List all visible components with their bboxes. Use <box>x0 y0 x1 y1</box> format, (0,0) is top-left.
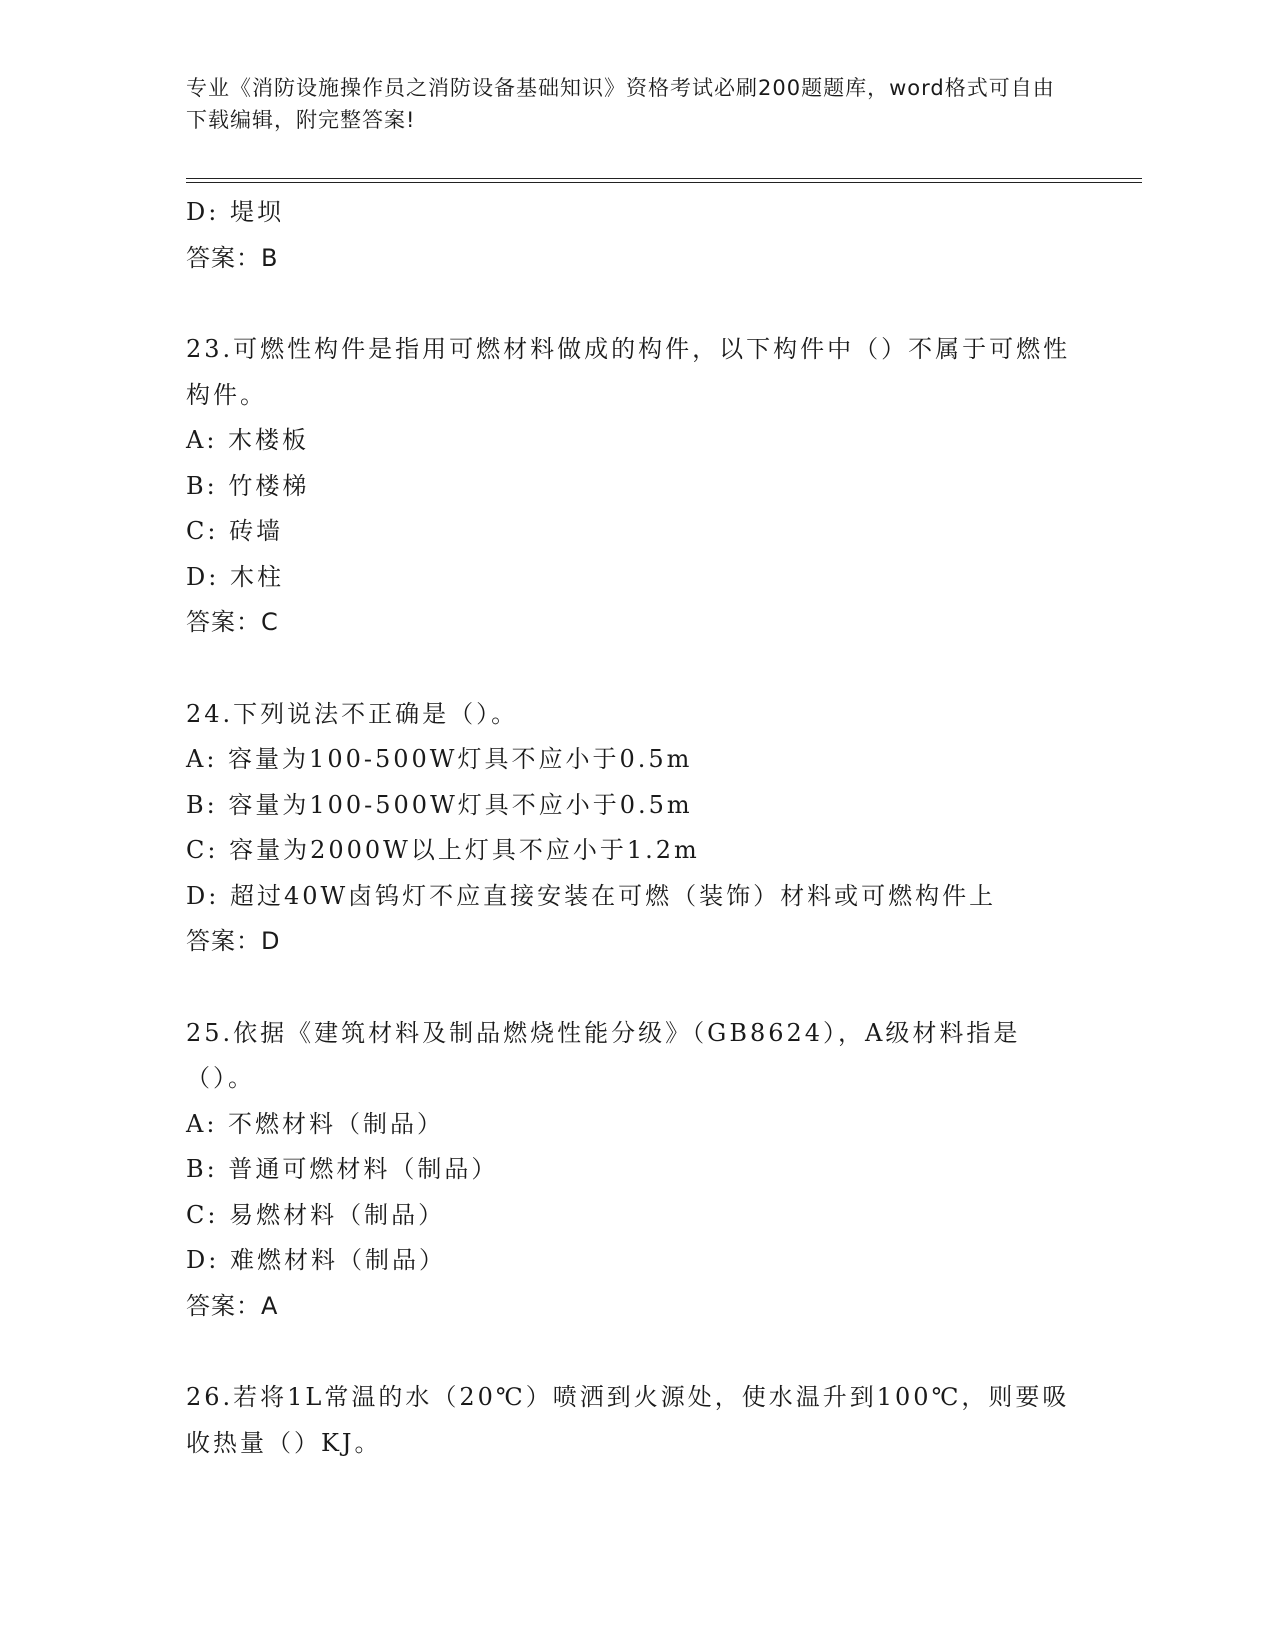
option-c: C: 易燃材料（制品） <box>186 1200 446 1229</box>
answer: 答案：C <box>186 608 279 636</box>
answer: 答案：D <box>186 927 281 955</box>
question-stem: 23.可燃性构件是指用可燃材料做成的构件，以下构件中（）不属于可燃性构件。 <box>186 335 1071 409</box>
prev-option-d: D: 堤坝 <box>186 198 284 226</box>
question-block-25 <box>186 1011 1076 1330</box>
question-stem: 25.依据《建筑材料及制品燃烧性能分级》（GB8624），A级材料指是（）。 <box>186 1018 1021 1092</box>
header-divider-top <box>186 178 1142 179</box>
question-block-24 <box>186 692 1076 965</box>
question-block-26 <box>186 1375 1076 1466</box>
question-stem: 24.下列说法不正确是（）。 <box>186 699 519 728</box>
prev-answer: 答案：B <box>186 243 279 272</box>
option-d: D: 难燃材料（制品） <box>186 1246 446 1274</box>
spacer <box>186 1329 1076 1375</box>
header-divider-bottom <box>186 182 1142 183</box>
question-stem: 26.若将1L常温的水（20℃）喷洒到火源处，使水温升到100℃，则要吸收热量（）KJ。 <box>186 1383 1070 1457</box>
option-a: A: 不燃材料（制品） <box>186 1109 445 1138</box>
spacer <box>186 281 1076 327</box>
document-header <box>186 72 1076 136</box>
option-b: B: 容量为100-500W灯具不应小于0.5m <box>186 790 693 819</box>
option-d: D: 木柱 <box>186 562 284 591</box>
answer: 答案：A <box>186 1291 279 1320</box>
option-b: B: 竹楼梯 <box>186 471 310 500</box>
question-content <box>186 190 1076 1466</box>
option-c: C: 砖墙 <box>186 517 284 545</box>
spacer <box>186 646 1076 692</box>
option-b: B: 普通可燃材料（制品） <box>186 1155 499 1183</box>
spacer <box>186 965 1076 1011</box>
option-a: A: 容量为100-500W灯具不应小于0.5m <box>186 745 693 773</box>
option-c: C: 容量为2000W以上灯具不应小于1.2m <box>186 836 700 864</box>
question-block-23 <box>186 327 1076 646</box>
header-title: 专业《消防设施操作员之消防设备基础知识》资格考试必刷200题题库，word格式可自由下载编辑，附完整答案! <box>186 76 1055 132</box>
option-d: D: 超过40W卤钨灯不应直接安装在可燃（装饰）材料或可燃构件上 <box>186 881 997 910</box>
option-a: A: 木楼板 <box>186 426 310 454</box>
